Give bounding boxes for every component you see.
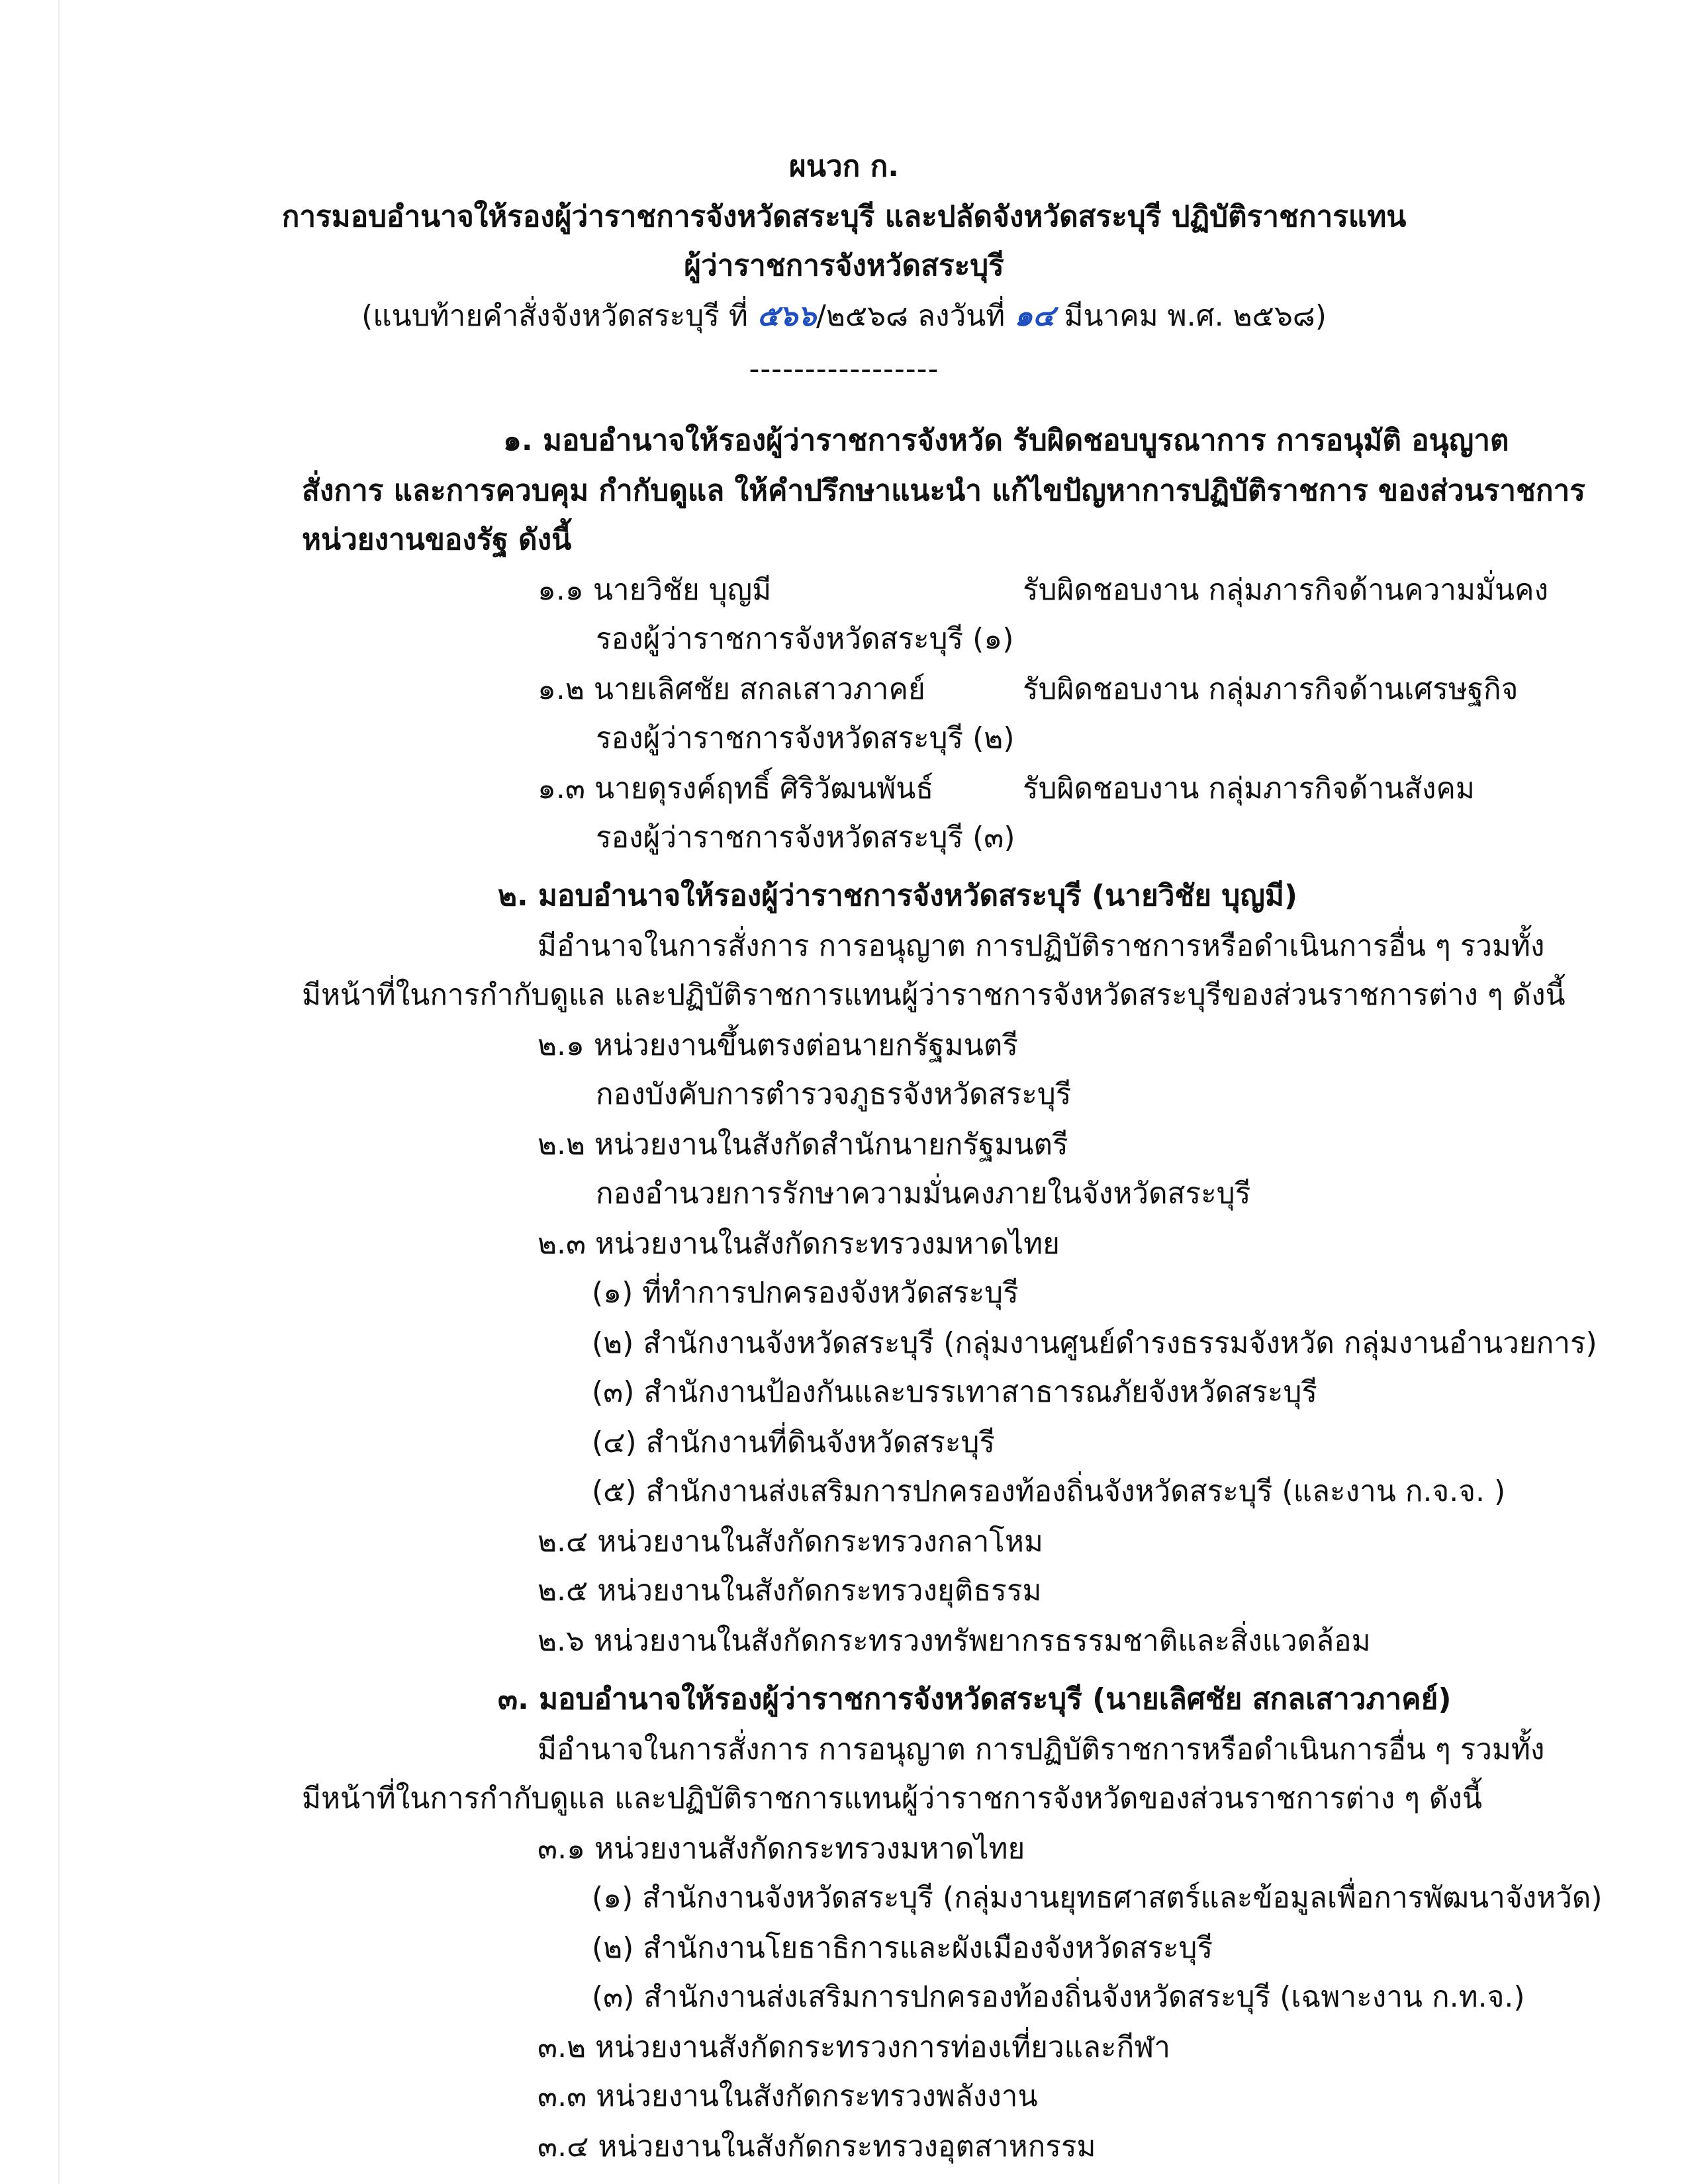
- section3-item-3-1: ๓.๑ หน่วยงานสังกัดกระทรวงมหาดไทย: [538, 1832, 1025, 1866]
- section2-item-2-6: ๒.๖ หน่วยงานในสังกัดกระทรวงทรัพยากรธรรมชาติและสิ่งแวดล้อม: [538, 1624, 1371, 1658]
- section3-heading: ๓. มอบอำนาจให้รองผู้ว่าราชการจังหวัดสระบุรี (นายเลิศชัย สกลเสาวภาคย์): [498, 1682, 1452, 1716]
- section2-heading: ๒. มอบอำนาจให้รองผู้ว่าราชการจังหวัดสระบุรี (นายวิชัย บุญมี): [498, 879, 1297, 913]
- handwritten-day: ๑๔: [1014, 299, 1055, 333]
- section2-item-2-3-3: (๓) สำนักงานป้องกันและบรรเทาสาธารณภัยจังหวัดสระบุรี: [592, 1375, 1318, 1409]
- deputy-2-name: ๑.๒ นายเลิศชัย สกลเสาวภาคย์: [538, 672, 925, 706]
- deputy-3-name: ๑.๓ นายดุรงค์ฤทธิ์ ศิริวัฒนพันธ์: [538, 772, 934, 805]
- section3-item-3-4: ๓.๔ หน่วยงานในสังกัดกระทรวงอุตสาหกรรม: [538, 2130, 1096, 2163]
- section3-item-3-3: ๓.๓ หน่วยงานในสังกัดกระทรวงพลังงาน: [538, 2079, 1038, 2113]
- section2-item-2-3-4: (๔) สำนักงานที่ดินจังหวัดสระบุรี: [592, 1426, 996, 1459]
- section3-para1: มีอำนาจในการสั่งการ การอนุญาต การปฏิบัติราชการหรือดำเนินการอื่น ๆ รวมทั้ง: [538, 1733, 1545, 1766]
- section1-line3: หน่วยงานของรัฐ ดังนี้: [302, 523, 572, 557]
- section2-item-2-1-detail: กองบังคับการตำรวจภูธรจังหวัดสระบุรี: [596, 1077, 1072, 1111]
- deputy-1-name: ๑.๑ นายวิชัย บุญมี: [538, 573, 772, 607]
- section2-item-2-4: ๒.๔ หน่วยงานในสังกัดกระทรวงกลาโหม: [538, 1525, 1043, 1559]
- document-title-line2: ผู้ว่าราชการจังหวัดสระบุรี: [684, 249, 1004, 283]
- document-title-line1: การมอบอำนาจให้รองผู้ว่าราชการจังหวัดสระบุรี และปลัดจังหวัดสระบุรี ปฏิบัติราชการแทน: [281, 200, 1407, 234]
- section2-item-2-3-1: (๑) ที่ทำการปกครองจังหวัดสระบุรี: [592, 1276, 1019, 1310]
- section1-line2: สั่งการ และการควบคุม กำกับดูแล ให้คำปรึกษาแนะนำ แก้ไขปัญหาการปฏิบัติราชการ ของส่วนราชการ: [302, 474, 1585, 508]
- order-reference-middle: /๒๕๖๘ ลงวันที่: [816, 299, 1015, 333]
- handwritten-order-number: ๕๖๖: [757, 299, 816, 333]
- section3-item-3-1-3: (๓) สำนักงานส่งเสริมการปกครองท้องถิ่นจังหวัดสระบุรี (เฉพาะงาน ก.ท.จ.): [592, 1980, 1525, 2014]
- section2-item-2-3-5: (๕) สำนักงานส่งเสริมการปกครองท้องถิ่นจังหวัดสระบุรี (และงาน ก.จ.จ. ): [592, 1475, 1506, 1508]
- section3-item-3-1-1: (๑) สำนักงานจังหวัดสระบุรี (กลุ่มงานยุทธศาสตร์และข้อมูลเพื่อการพัฒนาจังหวัด): [592, 1881, 1603, 1915]
- deputy-1-duty: รับผิดชอบงาน กลุ่มภารกิจด้านความมั่นคง: [1023, 573, 1548, 607]
- annex-title: ผนวก ก.: [789, 150, 899, 183]
- deputy-1-title: รองผู้ว่าราชการจังหวัดสระบุรี (๑): [596, 622, 1014, 656]
- section2-para2: มีหน้าที่ในการกำกับดูแล และปฏิบัติราชการแทนผู้ว่าราชการจังหวัดสระบุรีของส่วนราชการต่าง ๆ ดังนี้: [302, 978, 1566, 1012]
- deputy-3-title: รองผู้ว่าราชการจังหวัดสระบุรี (๓): [596, 821, 1015, 854]
- section2-item-2-1: ๒.๑ หน่วยงานขึ้นตรงต่อนายกรัฐมนตรี: [538, 1028, 1018, 1062]
- section3-item-3-1-2: (๒) สำนักงานโยธาธิการและผังเมืองจังหวัดสระบุรี: [592, 1931, 1213, 1965]
- section2-para1: มีอำนาจในการสั่งการ การอนุญาต การปฏิบัติราชการหรือดำเนินการอื่น ๆ รวมทั้ง: [538, 929, 1545, 963]
- section2-item-2-2: ๒.๒ หน่วยงานในสังกัดสำนักนายกรัฐมนตรี: [538, 1128, 1068, 1161]
- deputy-3-duty: รับผิดชอบงาน กลุ่มภารกิจด้านสังคม: [1023, 772, 1475, 805]
- section2-item-2-5: ๒.๕ หน่วยงานในสังกัดกระทรวงยุติธรรม: [538, 1574, 1042, 1608]
- section2-item-2-3: ๒.๓ หน่วยงานในสังกัดกระทรวงมหาดไทย: [538, 1227, 1060, 1261]
- separator: -----------------: [749, 352, 939, 386]
- deputy-2-title: รองผู้ว่าราชการจังหวัดสระบุรี (๒): [596, 721, 1015, 755]
- section3-para2: มีหน้าที่ในการกำกับดูแล และปฏิบัติราชการแทนผู้ว่าราชการจังหวัดของส่วนราชการต่าง ๆ ดังนี้: [302, 1782, 1482, 1815]
- section2-item-2-2-detail: กองอำนวยการรักษาความมั่นคงภายในจังหวัดสระบุรี: [596, 1177, 1251, 1210]
- section2-item-2-3-2: (๒) สำนักงานจังหวัดสระบุรี (กลุ่มงานศูนย์ดำรงธรรมจังหวัด กลุ่มงานอำนวยการ): [592, 1326, 1597, 1360]
- order-reference-suffix: มีนาคม พ.ศ. ๒๕๖๘): [1055, 299, 1327, 333]
- section3-item-3-2: ๓.๒ หน่วยงานสังกัดกระทรวงการท่องเที่ยวและกีฬา: [538, 2030, 1170, 2064]
- deputy-2-duty: รับผิดชอบงาน กลุ่มภารกิจด้านเศรษฐกิจ: [1023, 672, 1519, 706]
- section1-heading: ๑. มอบอำนาจให้รองผู้ว่าราชการจังหวัด รับผิดชอบบูรณาการ การอนุมัติ อนุญาต: [503, 424, 1509, 457]
- order-reference-prefix: (แนบท้ายคำสั่งจังหวัดสระบุรี ที่: [361, 299, 757, 333]
- order-reference: [0, 296, 1688, 336]
